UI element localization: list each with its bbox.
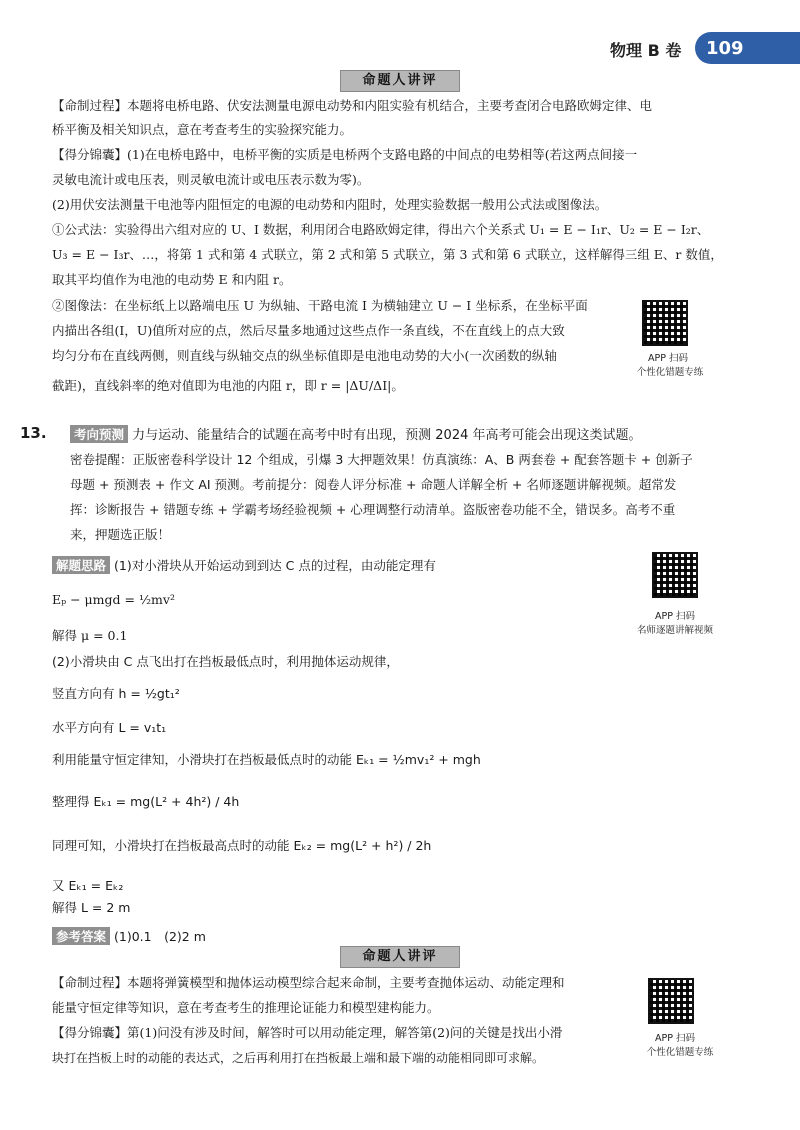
section2-line: 能量守恒定律等知识，意在考查考生的推理论证能力和模型建构能力。	[52, 1000, 440, 1015]
ad-line: 挥：诊断报告 + 错题专练 + 学霸考场经验视频 + 心理调整行动清单。盗版密卷功能不全，错误多。高考不重	[70, 502, 676, 517]
forecast-row	[70, 424, 642, 443]
answer-text: (1)0.1 (2)2 m	[114, 929, 206, 944]
solution-intro: (1)对小滑块从开始运动到到达 C 点的过程，由动能定理有	[114, 558, 436, 573]
forecast-text: 力与运动、能量结合的试题在高考中时有出现，预测 2024 年高考可能会出现这类试题。	[132, 428, 642, 443]
qr-code-icon[interactable]	[648, 978, 694, 1024]
qr-code-icon[interactable]	[642, 300, 688, 346]
ad-line: 密卷提醒：正版密卷科学设计 12 个组成，引爆 3 大押题效果！仿真演练：A、B 两套卷 + 配套答题卡 + 创新子	[70, 452, 693, 467]
commentary-banner-1: 命题人讲评	[340, 70, 460, 92]
answer-row	[52, 927, 206, 945]
section1-line: U₃ = E − I₃r、…，将第 1 式和第 4 式联立，第 2 式和第 5 式联立，第 3 式和第 6 式联立，这样解得三组 E、r 数值，	[52, 247, 723, 262]
section1-line: 桥平衡及相关知识点，意在考查考生的实验探究能力。	[52, 122, 353, 137]
equation: 又 Eₖ₁ = Eₖ₂	[52, 878, 124, 893]
page-header-title: 物理 B 卷	[610, 41, 682, 60]
qr-code-icon[interactable]	[652, 552, 698, 598]
section1-line: ①公式法：实验得出六组对应的 U、I 数据，利用闭合电路欧姆定律，得出六个关系式 U₁ = E − I₁r、U₂ = E − I₂r、	[52, 222, 710, 237]
solution-text: (2)小滑块由 C 点飞出打在挡板最低点时，利用抛体运动规律，	[52, 654, 399, 669]
page-number: 109	[706, 38, 744, 59]
equation: 竖直方向有 h = ½gt₁²	[52, 686, 180, 701]
equation: 解得 L = 2 m	[52, 900, 131, 915]
commentary-banner-2: 命题人讲评	[340, 946, 460, 968]
qr-caption: APP 扫码	[655, 611, 695, 622]
qr-caption: 个性化错题专练	[636, 367, 704, 378]
forecast-tag: 考向预测	[70, 425, 128, 443]
equation: 同理可知，小滑块打在挡板最高点时的动能 Eₖ₂ = mg(L² + h²) / 2h	[52, 838, 432, 853]
ad-line: 来，押题选正版！	[70, 527, 171, 542]
equation: Eₚ − μmgd = ½mv²	[52, 592, 175, 607]
section2-line: 【得分锦囊】第(1)问没有涉及时间，解答时可以用动能定理，解答第(2)问的关键是找出小滑	[52, 1025, 563, 1040]
section1-line: 【命制过程】本题将电桥电路、伏安法测量电源电动势和内阻实验有机结合，主要考查闭合电路欧姆定律、电	[52, 98, 653, 113]
section1-line: 截距)，直线斜率的绝对值即为电池的内阻 r，即 r = |ΔU/ΔI|。	[52, 378, 404, 393]
section1-line: 灵敏电流计或电压表，则灵敏电流计或电压表示数为零)。	[52, 172, 370, 187]
question-number: 13.	[20, 424, 47, 442]
section1-line: 内描出各组(I，U)值所对应的点，然后尽量多地通过这些点作一条直线，不在直线上的点大致	[52, 323, 565, 338]
qr-caption: APP 扫码	[655, 1033, 695, 1044]
section2-line: 块打在挡板上时的动能的表达式，之后再利用打在挡板最上端和最下端的动能相同即可求解。	[52, 1051, 545, 1065]
section1-line: (2)用伏安法测量干电池等内阻恒定的电源的电动势和内阻时，处理实验数据一般用公式法或图像法。	[52, 197, 608, 212]
section2-line: 【命制过程】本题将弹簧模型和抛体运动模型综合起来命制，主要考查抛体运动、动能定理和	[52, 975, 565, 990]
ad-line: 母题 + 预测表 + 作文 AI 预测。考前提分：阅卷人评分标准 + 命题人详解全析 + 名师逐题讲解视频。超常发	[70, 477, 677, 492]
solution-tag: 解题思路	[52, 556, 110, 574]
section1-line: 【得分锦囊】(1)在电桥电路中，电桥平衡的实质是电桥两个支路电路的中间点的电势相等(若这两点间接一	[52, 147, 638, 162]
qr-caption: APP 扫码	[648, 353, 688, 364]
equation: 整理得 Eₖ₁ = mg(L² + 4h²) / 4h	[52, 794, 240, 809]
solution-row	[52, 556, 436, 574]
section1-line: ②图像法：在坐标纸上以路端电压 U 为纵轴、干路电流 I 为横轴建立 U − I 坐标系，在坐标平面	[52, 298, 588, 313]
answer-tag: 参考答案	[52, 927, 110, 945]
equation: 利用能量守恒定律知，小滑块打在挡板最低点时的动能 Eₖ₁ = ½mv₁² + mgh	[52, 752, 481, 767]
equation: 水平方向有 L = v₁t₁	[52, 720, 167, 735]
qr-caption: 个性化错题专练	[646, 1047, 714, 1058]
section1-line: 取其平均值作为电池的电动势 E 和内阻 r。	[52, 272, 292, 287]
section1-line: 均匀分布在直线两侧，则直线与纵轴交点的纵坐标值即是电池电动势的大小(一次函数的纵轴	[52, 348, 557, 363]
equation: 解得 μ = 0.1	[52, 628, 128, 643]
qr-caption: 名师逐题讲解视频	[636, 625, 713, 636]
